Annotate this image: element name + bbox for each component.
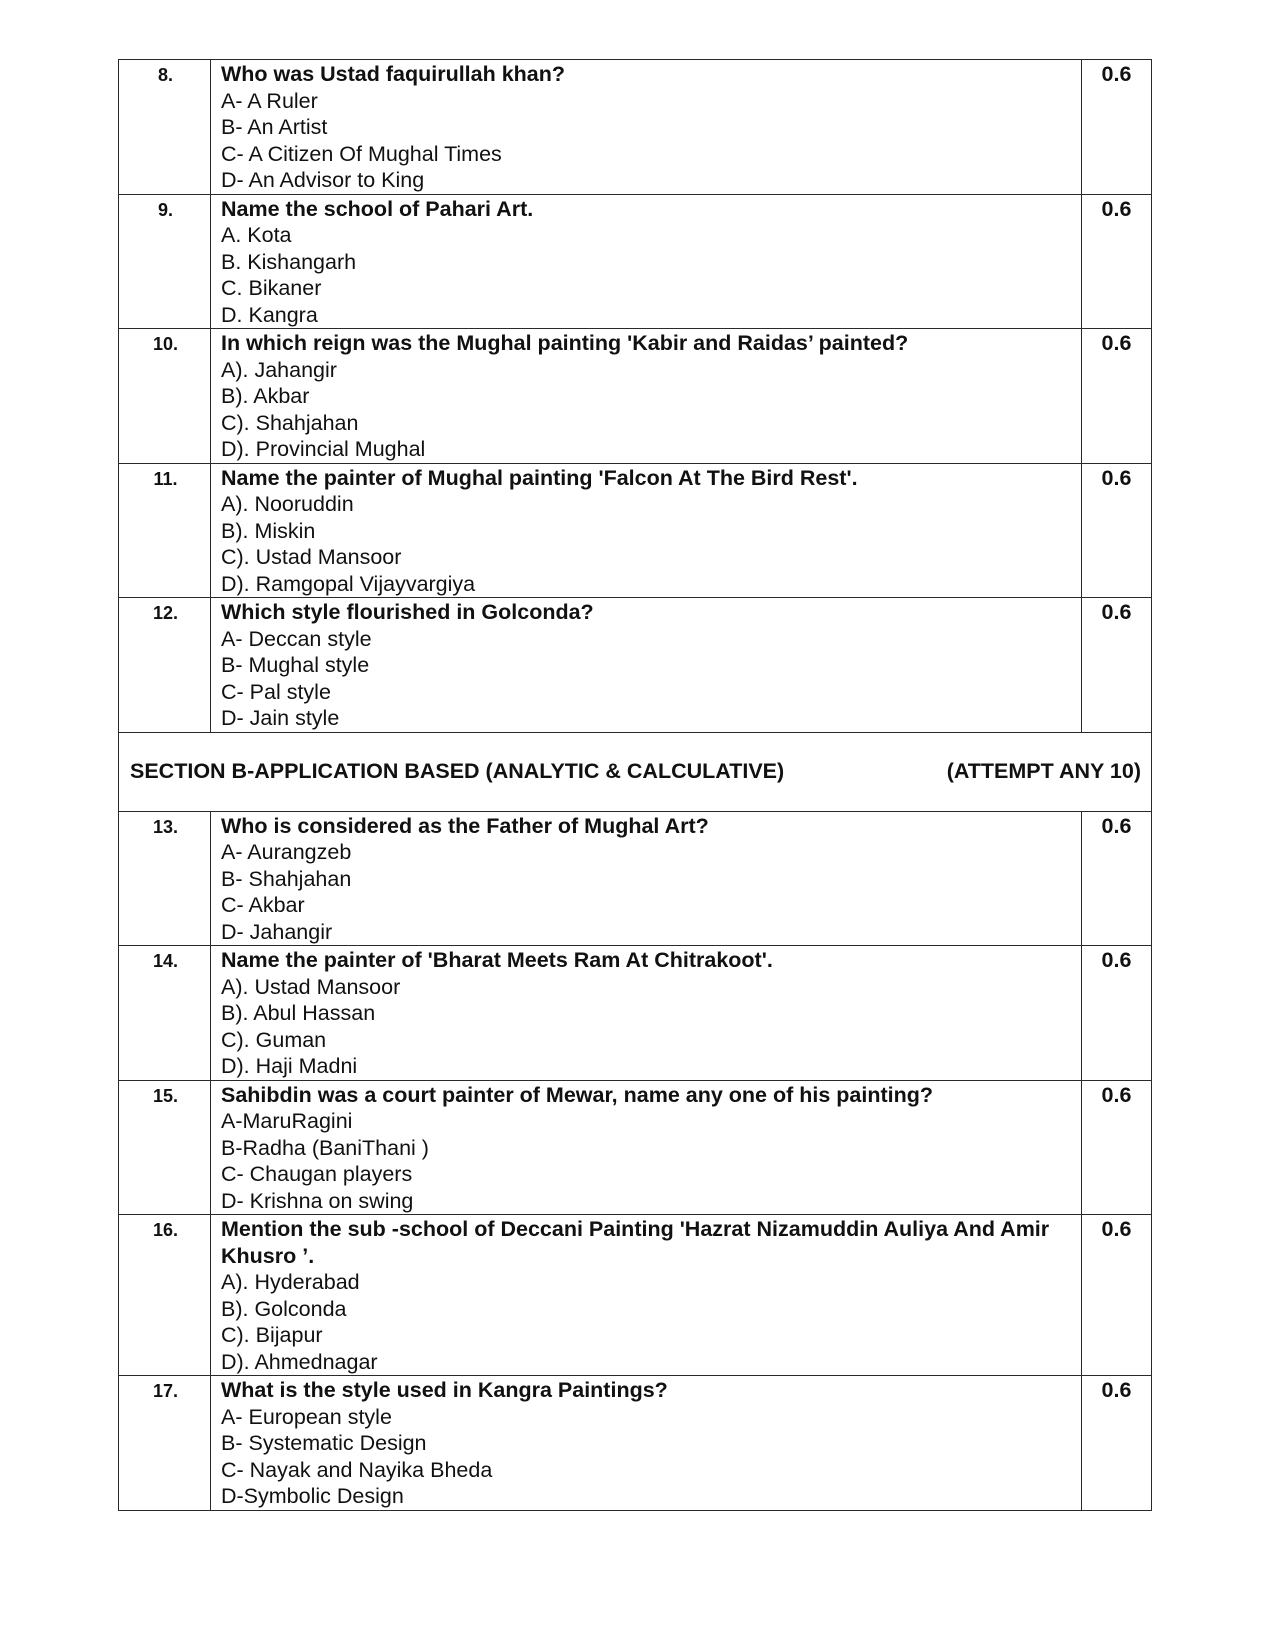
answer-option: B-Radha (BaniThani ) (221, 1135, 429, 1160)
section-b-header (119, 732, 1152, 811)
question-marks: 0.6 (1082, 1376, 1152, 1511)
question-text: Sahibdin was a court painter of Mewar, name any one of his painting? (221, 1082, 933, 1107)
answer-option: B- Shahjahan (221, 866, 352, 891)
question-text: In which reign was the Mughal painting 'Kabir and Raidas’ painted? (221, 331, 909, 355)
question-cell (211, 194, 1082, 329)
question-text: Which style flourished in Golconda? (221, 600, 594, 624)
question-cell (211, 329, 1082, 464)
question-row (119, 1215, 1152, 1376)
answer-option: C. Bikaner (221, 276, 322, 300)
question-cell (211, 946, 1082, 1081)
question-row (119, 1080, 1152, 1215)
question-number: 17. (119, 1376, 211, 1511)
question-marks: 0.6 (1082, 1215, 1152, 1376)
section-b-title: SECTION B-APPLICATION BASED (ANALYTIC & CALCULATIVE) (130, 759, 785, 783)
question-text: What is the style used in Kangra Paintings? (221, 1378, 668, 1402)
question-number: 12. (119, 598, 211, 733)
question-row (119, 811, 1152, 946)
questions-part-1 (119, 60, 1152, 733)
answer-option: C). Bijapur (221, 1323, 323, 1347)
answer-option: D). Haji Madni (221, 1054, 358, 1078)
question-cell (211, 1080, 1082, 1215)
answer-option: A). Ustad Mansoor (221, 974, 401, 999)
answer-option: D- Krishna on swing (221, 1188, 414, 1213)
question-text: Who is considered as the Father of Mughal Art? (221, 813, 709, 838)
question-table (118, 59, 1152, 1511)
answer-option: C- A Citizen Of Mughal Times (221, 141, 502, 166)
answer-option: D- Jahangir (221, 919, 333, 944)
answer-option: B). Abul Hassan (221, 1001, 376, 1025)
question-text: Name the painter of 'Bharat Meets Ram At Chitrakoot'. (221, 948, 773, 972)
question-text: Name the painter of Mughal painting 'Falcon At The Bird Rest'. (221, 465, 858, 490)
answer-option: A- European style (221, 1404, 392, 1429)
question-cell (211, 1376, 1082, 1511)
answer-option: C- Pal style (221, 679, 331, 704)
section-b-cell (119, 732, 1152, 811)
questions-part-2 (119, 811, 1152, 1510)
answer-option: C- Chaugan players (221, 1162, 413, 1186)
answer-option: B). Miskin (221, 518, 316, 543)
answer-option: D). Provincial Mughal (221, 437, 426, 461)
answer-option: C- Nayak and Nayika Bheda (221, 1457, 493, 1482)
answer-option: A). Nooruddin (221, 492, 354, 516)
question-number: 9. (119, 194, 211, 329)
question-marks: 0.6 (1082, 194, 1152, 329)
question-row (119, 1376, 1152, 1511)
question-number: 13. (119, 811, 211, 946)
answer-option: A-MaruRagini (221, 1109, 353, 1133)
question-marks: 0.6 (1082, 811, 1152, 946)
question-cell (211, 811, 1082, 946)
question-cell (211, 60, 1082, 195)
question-row (119, 946, 1152, 1081)
answer-option: B). Golconda (221, 1296, 347, 1321)
answer-option: D. Kangra (221, 302, 318, 327)
answer-option: B- Mughal style (221, 653, 370, 677)
question-number: 8. (119, 60, 211, 195)
answer-option: C). Ustad Mansoor (221, 545, 402, 569)
answer-option: D). Ramgopal Vijayvargiya (221, 571, 476, 596)
section-b-row (119, 732, 1152, 811)
question-row (119, 329, 1152, 464)
question-marks: 0.6 (1082, 1080, 1152, 1215)
answer-option: C). Shahjahan (221, 410, 359, 435)
answer-option: B. Kishangarh (221, 249, 357, 274)
question-text: Mention the sub -school of Deccani Painting 'Hazrat Nizamuddin Auliya And Amir Khusro ’. (221, 1217, 1050, 1268)
question-cell (211, 598, 1082, 733)
question-number: 16. (119, 1215, 211, 1376)
question-marks: 0.6 (1082, 329, 1152, 464)
question-row (119, 463, 1152, 598)
answer-option: D-Symbolic Design (221, 1484, 404, 1508)
answer-option: C- Akbar (221, 893, 305, 917)
answer-option: A- Aurangzeb (221, 840, 352, 864)
question-cell (211, 463, 1082, 598)
question-row (119, 60, 1152, 195)
answer-option: D- Jain style (221, 706, 340, 730)
answer-option: A- A Ruler (221, 88, 318, 113)
question-cell (211, 1215, 1082, 1376)
question-marks: 0.6 (1082, 60, 1152, 195)
answer-option: A- Deccan style (221, 626, 372, 651)
question-text: Who was Ustad faquirullah khan? (221, 62, 566, 86)
answer-option: B). Akbar (221, 384, 310, 408)
answer-option: C). Guman (221, 1027, 327, 1052)
answer-option: D- An Advisor to King (221, 168, 425, 192)
answer-option: A. Kota (221, 223, 292, 247)
answer-option: B- Systematic Design (221, 1431, 427, 1455)
question-number: 10. (119, 329, 211, 464)
question-text: Name the school of Pahari Art. (221, 196, 534, 221)
question-number: 15. (119, 1080, 211, 1215)
question-number: 11. (119, 463, 211, 598)
section-b-instruction: (ATTEMPT ANY 10) (946, 759, 1141, 783)
answer-option: A). Jahangir (221, 357, 337, 382)
question-marks: 0.6 (1082, 463, 1152, 598)
answer-option: B- An Artist (221, 115, 328, 139)
question-marks: 0.6 (1082, 946, 1152, 1081)
question-row (119, 598, 1152, 733)
answer-option: A). Hyderabad (221, 1270, 360, 1294)
question-number: 14. (119, 946, 211, 1081)
answer-option: D). Ahmednagar (221, 1349, 378, 1374)
question-row (119, 194, 1152, 329)
question-marks: 0.6 (1082, 598, 1152, 733)
